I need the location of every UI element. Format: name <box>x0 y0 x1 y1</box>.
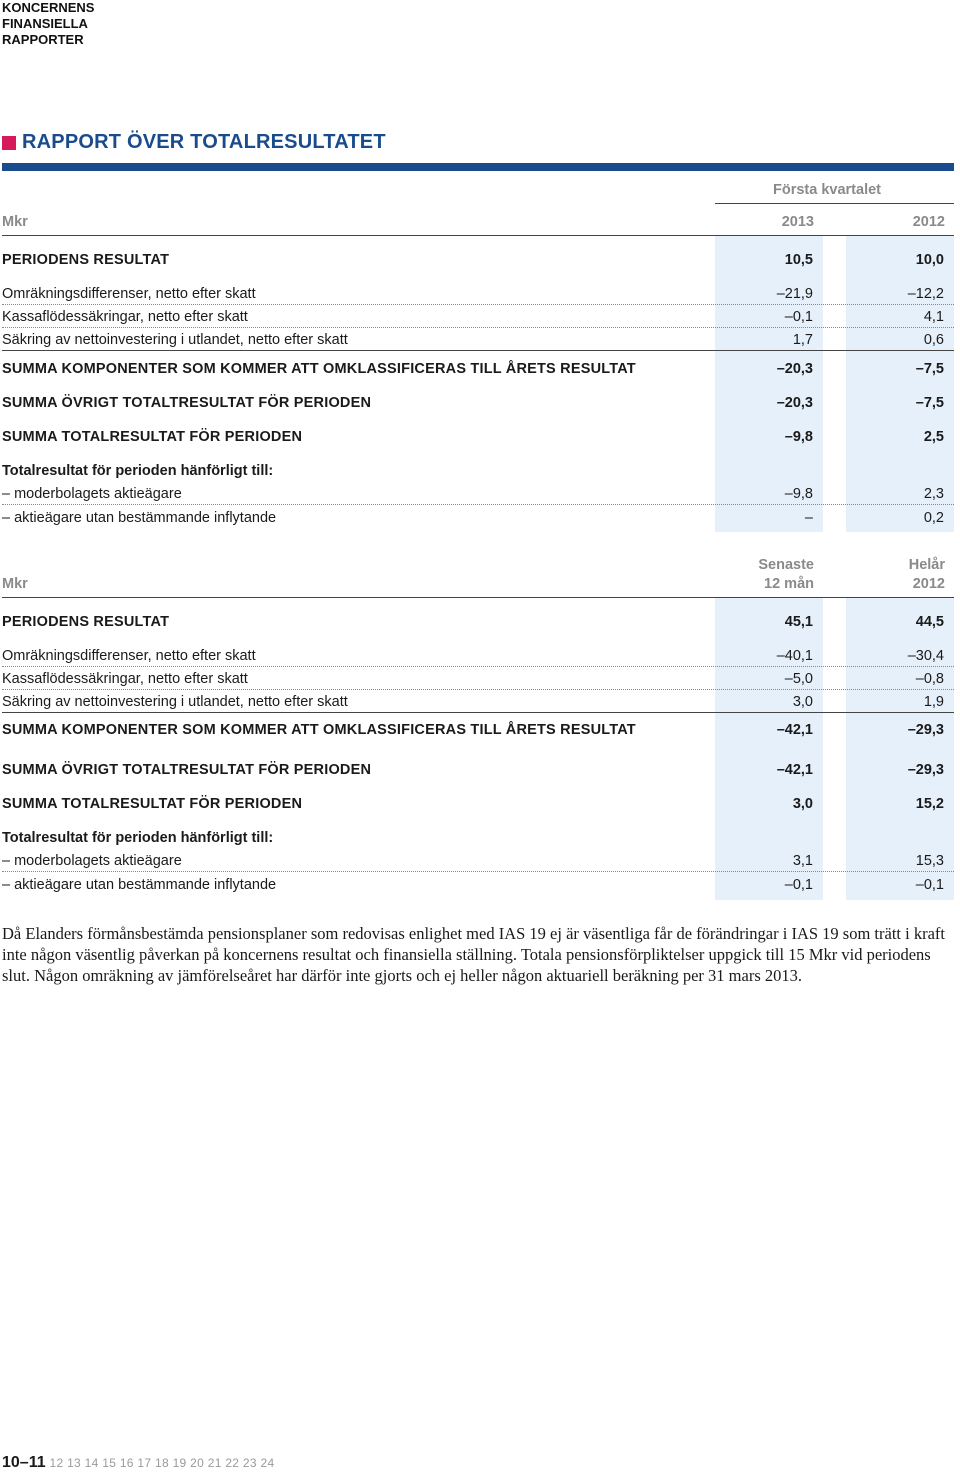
cell-value: 2,5 <box>923 429 944 445</box>
table-row <box>2 610 954 632</box>
cell-value: – <box>804 510 813 526</box>
cell-value: –0,1 <box>784 877 813 893</box>
cell-value: 0,2 <box>923 510 944 526</box>
cell-value: –21,9 <box>776 286 813 302</box>
group-header: Första kvartalet <box>773 182 881 198</box>
table-row <box>2 357 954 379</box>
table-row <box>2 328 954 351</box>
section-label-line: RAPPORTER <box>2 32 84 47</box>
cell-value: 15,2 <box>915 796 944 812</box>
row-label: SUMMA TOTALRESULTAT FÖR PERIODEN <box>2 796 303 812</box>
table-row <box>2 391 954 413</box>
row-label: – moderbolagets aktieägare <box>2 486 182 502</box>
table-row <box>2 849 954 872</box>
title-divider-bar <box>2 163 954 171</box>
table-row <box>2 248 954 270</box>
page-navigation <box>2 1454 274 1472</box>
table-row <box>2 482 954 505</box>
footnote-paragraph: Då Elanders förmånsbestämda pensionsplaner som redovisas enlighet med IAS 19 ej är väsentliga får de förändringar i IAS 19 som trätt i kraft inte någon väsentlig påverkan på koncernens resultat och finansiella ställning. Totala pensionsförpliktelser uppgick till 15 Mkr vid periodens slut. Någon omräkning av jämförelseåret har därför inte gjorts och ej heller någon aktuariell beräkning per 31 mars 2013. <box>2 924 945 985</box>
table-row <box>2 282 954 305</box>
table-row <box>2 758 954 780</box>
cell-value: 3,0 <box>792 796 813 812</box>
row-label: Totalresultat för perioden hänförligt till: <box>2 830 274 846</box>
cell-value: –5,0 <box>784 671 813 687</box>
table-row <box>2 459 954 481</box>
cell-value: 15,3 <box>915 853 944 869</box>
cell-value: 3,1 <box>792 853 813 869</box>
unit-label: Mkr <box>2 576 28 592</box>
cell-value: 1,7 <box>792 332 813 348</box>
cell-value: 4,1 <box>923 309 944 325</box>
row-label: Totalresultat för perioden hänförligt till: <box>2 463 274 479</box>
cell-value: –12,2 <box>907 286 944 302</box>
table-row <box>2 644 954 667</box>
cell-value: –30,4 <box>907 648 944 664</box>
cell-value: –9,8 <box>784 486 813 502</box>
row-label: Säkring av nettoinvestering i utlandet, netto efter skatt <box>2 332 348 348</box>
unit-label: Mkr <box>2 214 28 230</box>
table-row <box>2 305 954 328</box>
report-title-block <box>2 131 386 154</box>
column-header: 2013 <box>781 214 814 230</box>
row-label: PERIODENS RESULTAT <box>2 614 170 630</box>
cell-value: 44,5 <box>915 614 944 630</box>
cell-value: 3,0 <box>792 694 813 710</box>
page-number-list: 12 13 14 15 16 17 18 19 20 21 22 23 24 <box>49 1456 275 1470</box>
row-label: Kassaflödessäkringar, netto efter skatt <box>2 671 248 687</box>
cell-value: 0,6 <box>923 332 944 348</box>
row-label: Säkring av nettoinvestering i utlandet, netto efter skatt <box>2 694 348 710</box>
header-rule <box>2 597 954 598</box>
cell-value: –42,1 <box>776 762 813 778</box>
column-header: 2012 <box>912 214 945 230</box>
cell-value: –9,8 <box>784 429 813 445</box>
cell-value: 2,3 <box>923 486 944 502</box>
section-label-line: KONCERNENS <box>2 0 95 15</box>
row-label: SUMMA TOTALRESULTAT FÖR PERIODEN <box>2 429 303 445</box>
column-header: 12 mån <box>764 576 814 592</box>
row-label: Kassaflödessäkringar, netto efter skatt <box>2 309 248 325</box>
table-row <box>2 826 954 848</box>
cell-value: –0,1 <box>915 877 944 893</box>
cell-value: –7,5 <box>915 395 944 411</box>
cell-value: –40,1 <box>776 648 813 664</box>
cell-value: –0,1 <box>784 309 813 325</box>
cell-value: 10,0 <box>915 252 944 268</box>
row-label: PERIODENS RESULTAT <box>2 252 170 268</box>
cell-value: –0,8 <box>915 671 944 687</box>
column-header: 2012 <box>912 576 945 592</box>
row-label: Omräkningsdifferenser, netto efter skatt <box>2 286 256 302</box>
square-bullet-icon <box>2 136 16 150</box>
row-label: Omräkningsdifferenser, netto efter skatt <box>2 648 256 664</box>
row-label: SUMMA ÖVRIGT TOTALTRESULTAT FÖR PERIODEN <box>2 395 372 411</box>
row-label: SUMMA ÖVRIGT TOTALTRESULTAT FÖR PERIODEN <box>2 762 372 778</box>
cell-value: –7,5 <box>915 361 944 377</box>
report-title: RAPPORT ÖVER TOTALRESULTATET <box>22 131 386 153</box>
cell-value: –42,1 <box>776 722 813 738</box>
cell-value: 10,5 <box>784 252 813 268</box>
column-header: Senaste <box>758 557 814 573</box>
cell-value: –20,3 <box>776 361 813 377</box>
table-row <box>2 690 954 713</box>
row-label: SUMMA KOMPONENTER SOM KOMMER ATT OMKLASSIFICERAS TILL ÅRETS RESULTAT <box>2 361 636 377</box>
table-row <box>2 792 954 814</box>
table-row <box>2 873 954 895</box>
current-page-number: 10–11 <box>2 1454 46 1471</box>
cell-value: –20,3 <box>776 395 813 411</box>
section-label-line: FINANSIELLA <box>2 16 88 31</box>
row-label: – aktieägare utan bestämmande inflytande <box>2 510 277 526</box>
table-row <box>2 718 954 740</box>
table-row <box>2 506 954 528</box>
cell-value: 45,1 <box>784 614 813 630</box>
row-label: – moderbolagets aktieägare <box>2 853 182 869</box>
row-label: – aktieägare utan bestämmande inflytande <box>2 877 277 893</box>
section-label <box>2 0 94 48</box>
column-header: Helår <box>908 557 945 573</box>
cell-value: –29,3 <box>907 762 944 778</box>
group-header-rule <box>715 203 954 204</box>
cell-value: –29,3 <box>907 722 944 738</box>
row-label: SUMMA KOMPONENTER SOM KOMMER ATT OMKLASSIFICERAS TILL ÅRETS RESULTAT <box>2 722 636 738</box>
table-row <box>2 667 954 690</box>
cell-value: 1,9 <box>923 694 944 710</box>
header-rule <box>2 235 954 236</box>
table-row <box>2 425 954 447</box>
